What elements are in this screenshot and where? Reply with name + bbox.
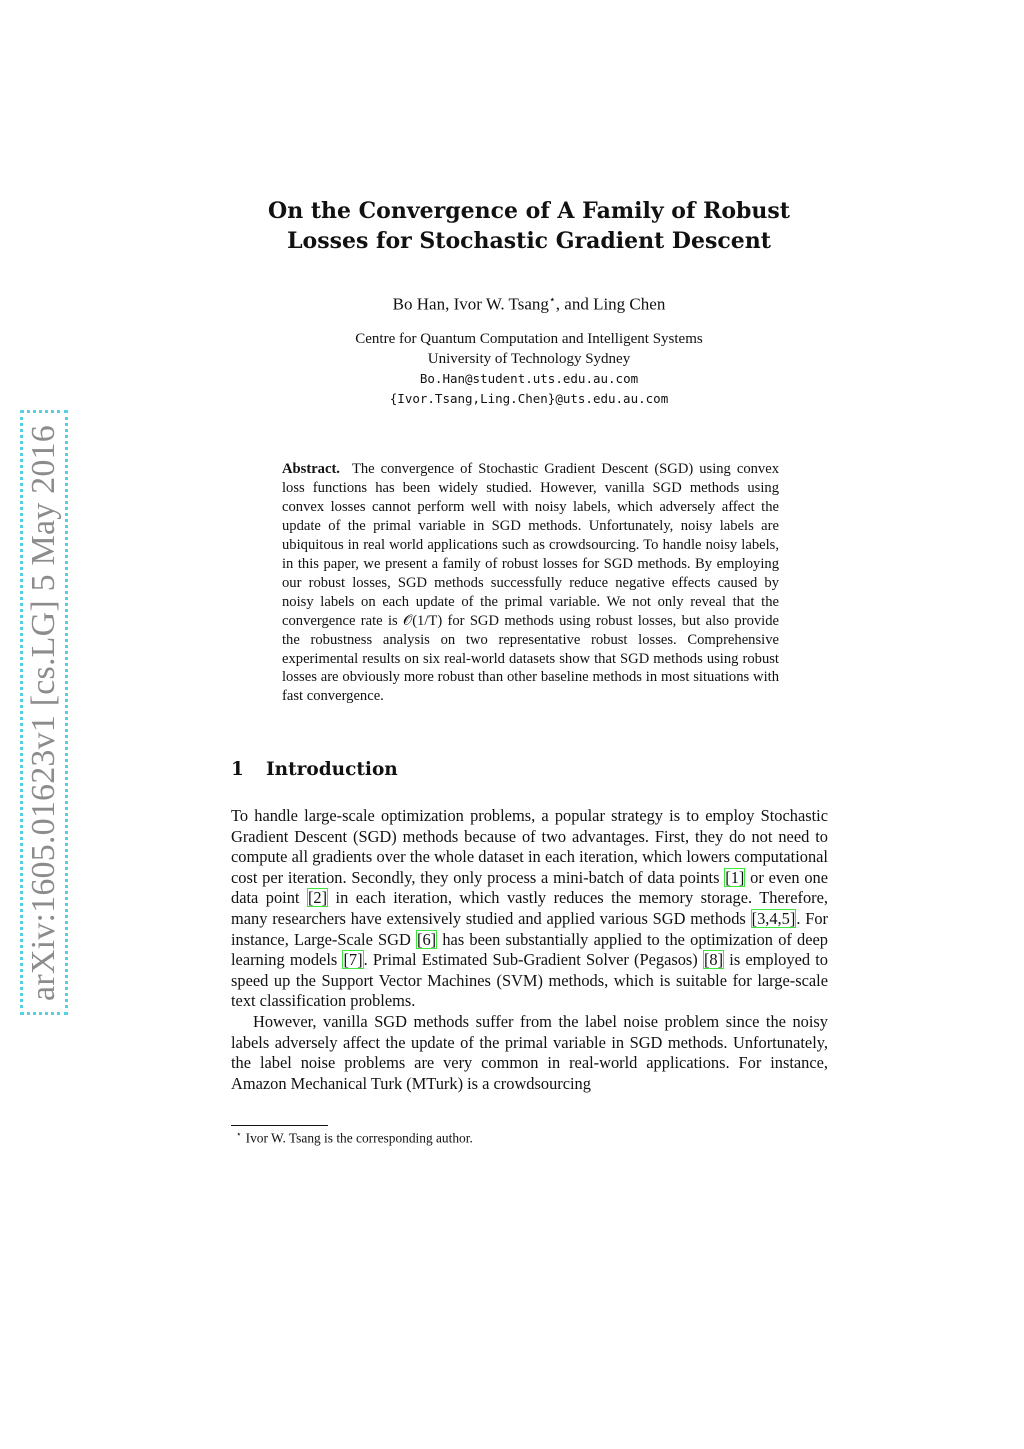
- text-run: . For instance, Large-Scale SGD: [231, 908, 828, 949]
- text-run: To handle large-scale optimization problems, a popular strategy is to employ Stochastic Gradient Descent (SGD) methods because of two advantages. First, they do not need to compute all gradients over the whole dataset in each iteration, which lowers computational cost per iteration. Secondly, they only process a mini-batch of data points: [231, 806, 828, 887]
- arxiv-identifier[interactable]: arXiv:1605.01623v1 [cs.LG] 5 May 2016: [25, 424, 62, 1001]
- footnote: [236, 1129, 473, 1146]
- citation-link[interactable]: [8]: [703, 950, 724, 970]
- affiliation-block: [230, 330, 828, 408]
- footnote-text: Ivor W. Tsang is the corresponding author.: [245, 1130, 473, 1146]
- author-list: [230, 293, 828, 315]
- paper-title: [230, 196, 828, 256]
- corresponding-author-mark: ⋆: [548, 294, 556, 306]
- abstract-label: Abstract.: [282, 461, 340, 477]
- footnote-rule: [231, 1125, 328, 1126]
- text-run: has been substantially applied to the optimization of deep learning models: [231, 929, 828, 970]
- abstract: [282, 460, 779, 706]
- paragraph-1: [231, 806, 828, 1012]
- section-title: Introduction: [266, 759, 398, 780]
- authors-before: Bo Han, Ivor W. Tsang: [392, 294, 549, 314]
- citation-link[interactable]: [1]: [725, 867, 745, 887]
- text-run: in each iteration, which vastly reduces the memory storage. Therefore, many researchers have extensively studied and applied various SGD methods: [231, 888, 828, 928]
- affiliation-university: University of Technology Sydney: [427, 350, 631, 367]
- section-heading-introduction: [231, 759, 398, 780]
- citation-link[interactable]: [3,4,5]: [751, 908, 796, 928]
- text-run: or even one data point: [231, 867, 828, 908]
- citation-link[interactable]: [7]: [343, 950, 363, 970]
- abstract-text: The convergence of Stochastic Gradient Descent (SGD) using convex loss functions has been widely studied. However, vanilla SGD methods using convex losses cannot perform well with noisy labels, which adversely affect the update of the primal variable in SGD methods. Unfortunately, noisy labels are ubiquitous in real world applications such as crowdsourcing. To handle noisy labels, in this paper, we present a family of robust losses for SGD methods. By employing our robust losses, SGD methods successfully reduce negative effects caused by noisy labels on each update of the primal variable. We not only reveal that the convergence rate is 𝒪(1/T) for SGD methods using robust losses, but also provide the robustness analysis on two representative robust losses. Comprehensive experimental results on six real-world datasets show that SGD methods using robust losses are obviously more robust than other baseline methods in most situations with fast convergence.: [282, 461, 779, 705]
- section-number: 1: [231, 759, 244, 780]
- citation-link[interactable]: [6]: [417, 929, 437, 949]
- paragraph-2: However, vanilla SGD methods suffer from the label noise problem since the noisy labels adversely affect the update of the primal variable in SGD methods. Unfortunately, the label noise problems are very common in real-world applications. For instance, Amazon Mechanical Turk (MTurk) is a crowdsourcing: [231, 1011, 828, 1093]
- footnote-mark: ⋆: [236, 1129, 242, 1139]
- text-run: . Primal Estimated Sub-Gradient Solver (Pegasos): [363, 950, 703, 970]
- citation-link[interactable]: [2]: [307, 888, 328, 908]
- email-first-author[interactable]: Bo.Han@student.uts.edu.au.com: [419, 371, 639, 386]
- email-coauthors[interactable]: {Ivor.Tsang,Ling.Chen}@uts.edu.au.com: [389, 390, 669, 406]
- affiliation-centre: Centre for Quantum Computation and Intelligent Systems: [355, 331, 703, 347]
- text-run: is employed to speed up the Support Vector Machines (SVM) methods, which is suitable for large-scale text classification problems.: [231, 950, 828, 1011]
- title-line-1: On the Convergence of A Family of Robust: [268, 198, 790, 224]
- introduction-body: [231, 806, 828, 1094]
- title-line-2: Losses for Stochastic Gradient Descent: [287, 228, 771, 254]
- arxiv-stamp[interactable]: [20, 410, 68, 1015]
- authors-after: , and Ling Chen: [555, 294, 666, 314]
